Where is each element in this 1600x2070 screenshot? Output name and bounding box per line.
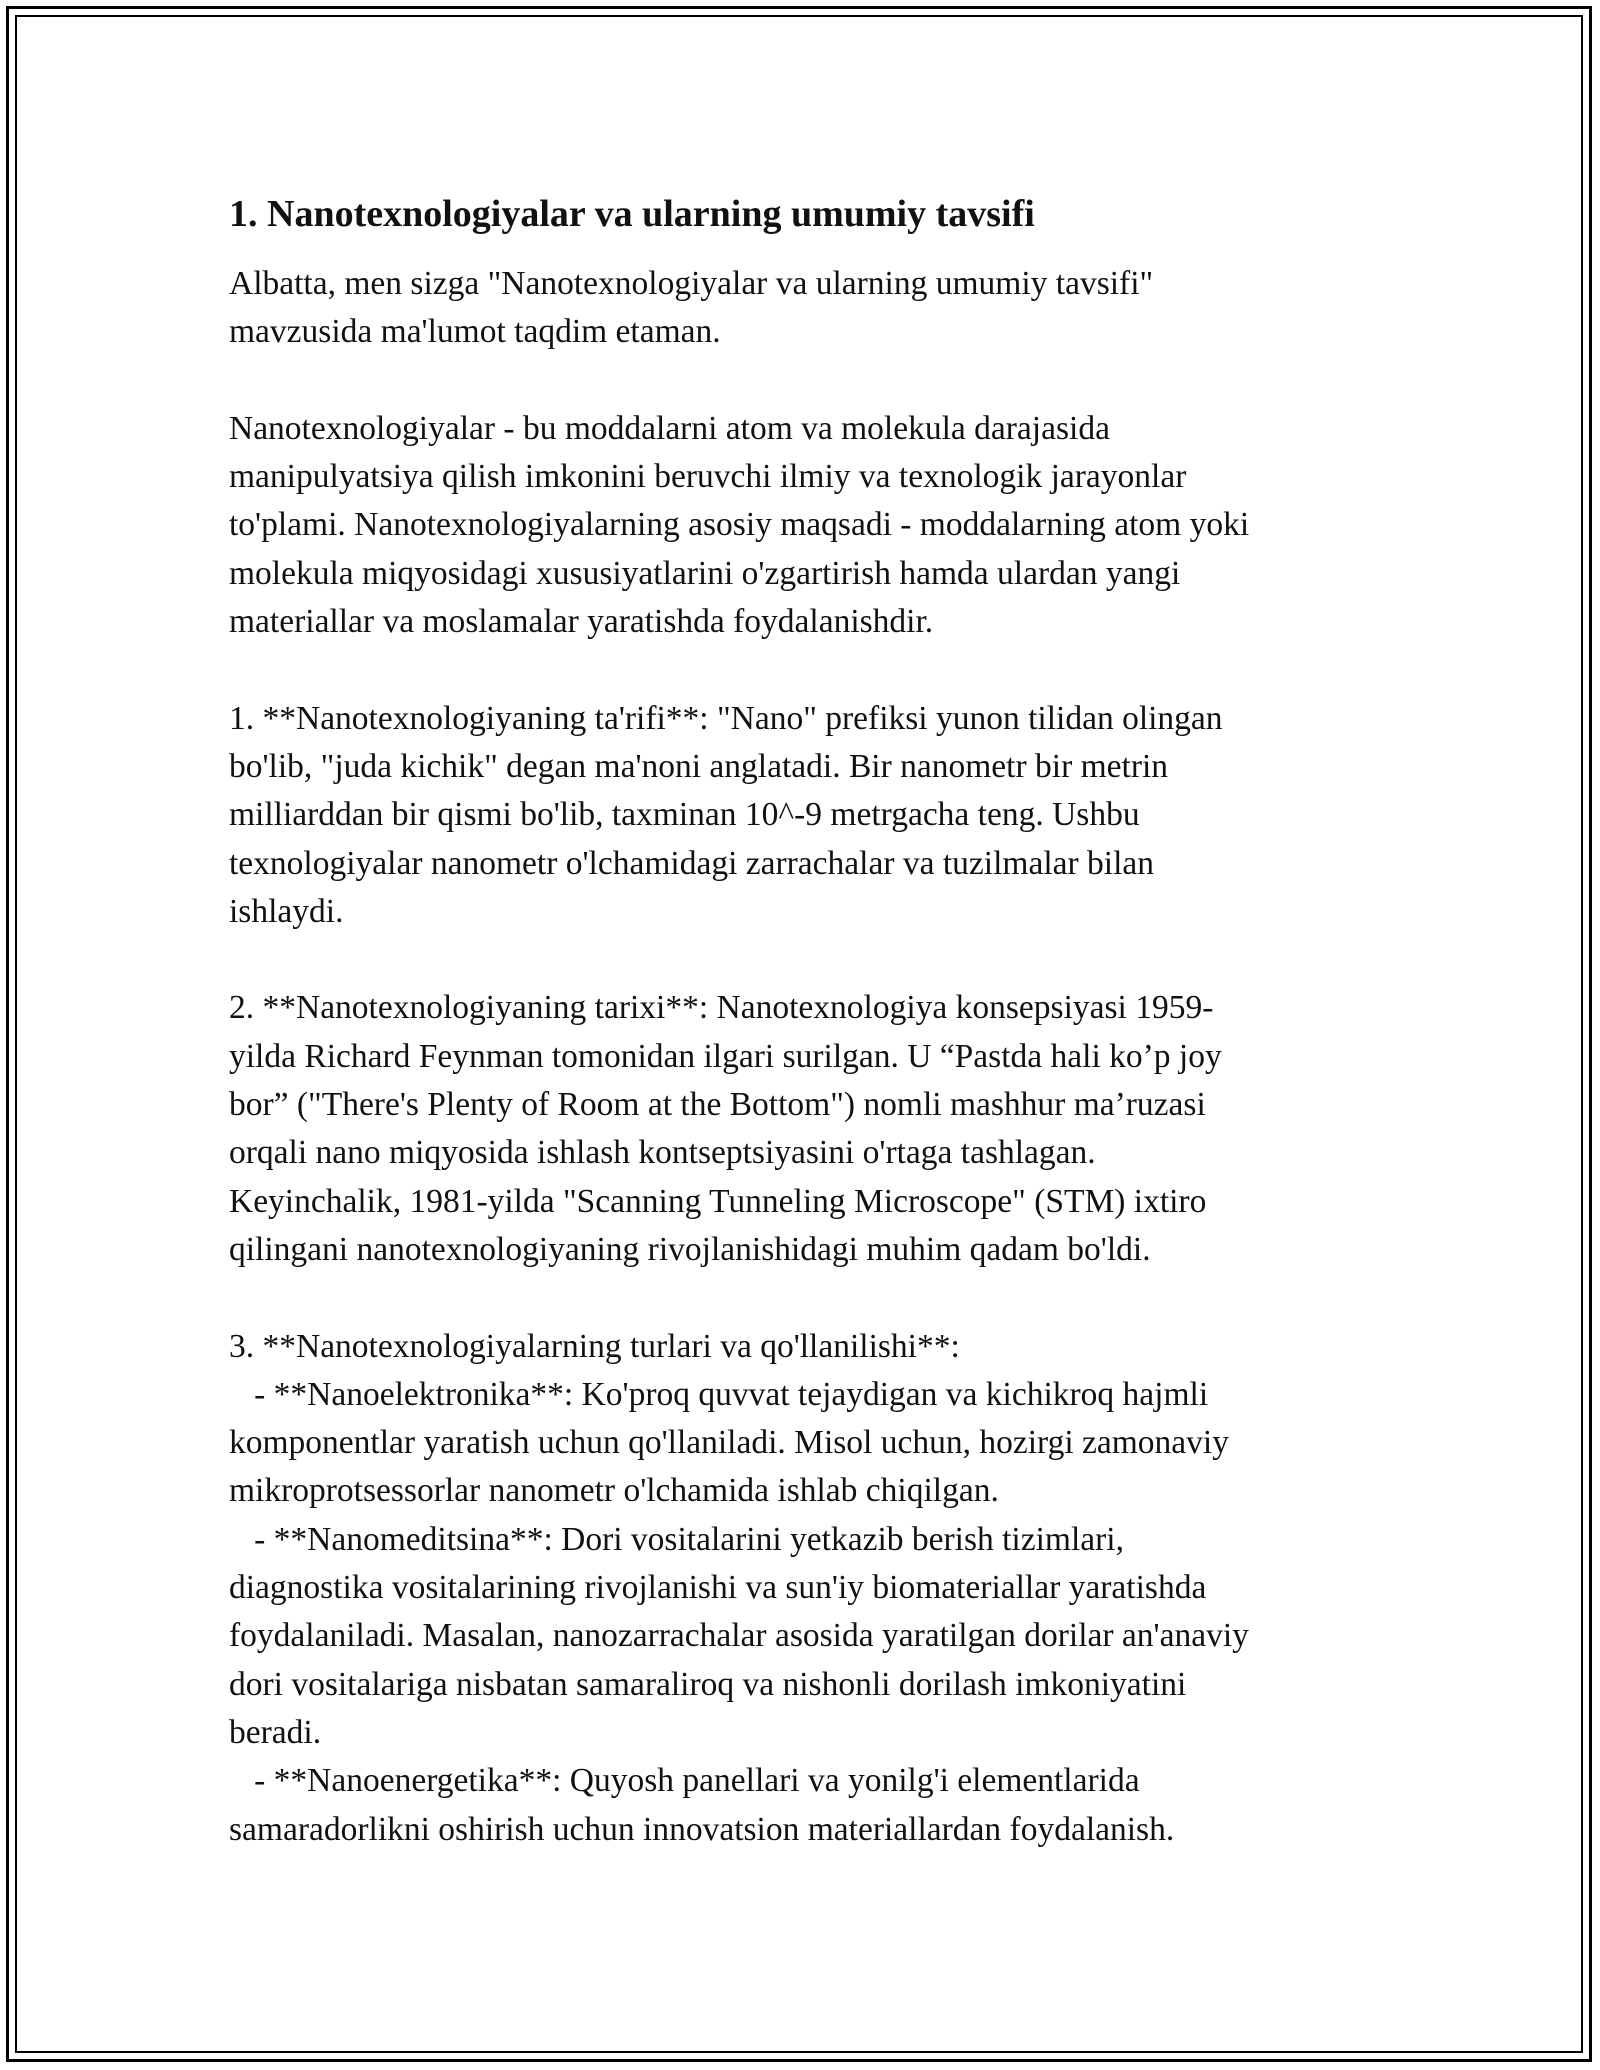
section-1-paragraph: 1. **Nanotexnologiyaning ta'rifi**: "Nano" prefiksi yunon tilidan olingan bo'lib, "juda kichik" degan ma'noni anglatadi. Bir nanometr bir metrin milliarddan bir qismi bo'lib, taxminan 10^-9 metrgacha teng. Ushbu texnologiyalar nanometr o'lchamidagi zarrachalar va tuzilmalar bilan ishlaydi. [229,699,1223,930]
section-2-paragraph: 2. **Nanotexnologiyaning tarixi**: Nanotexnologiya konsepsiyasi 1959- yilda Richard Feynman tomonidan ilgari surilgan. U “Pastda hali ko’p joy bor” ("There's Plenty of Room at the Bottom") nomli mashhur ma’ruzasi orqali nano miqyosida ishlash kontseptsiyasini o'rtaga tashlagan. Keyinchalik, 1981-yilda "Scanning Tunneling Microscope" (STM) ixtiro qilingani nanotexnologiyaning rivojlanishidagi muhim qadam bo'ldi. [229,989,1222,1268]
intro-paragraph: Albatta, men sizga "Nanotexnologiyalar va ularning umumiy tavsifi" mavzusida ma'lumot taqdim etaman. [229,265,1154,351]
definition-paragraph: Nanotexnologiyalar - bu moddalarni atom va molekula darajasida manipulyatsiya qilish imkonini beruvchi ilmiy va texnologik jarayonlar to'plami. Nanotexnologiyalarning asosiy maqsadi - moddalarning atom yoki molekula miqyosidagi xususiyatlarini o'zgartirish hamda ulardan yangi materiallar va moslamalar yaratishda foydalanishdir. [229,409,1250,641]
document-body [229,190,1379,1854]
document-title: 1. Nanotexnologiyalar va ularning umumiy tavsifi [229,193,1035,235]
section-3-paragraph: 3. **Nanotexnologiyalarning turlari va qo'llanilishi**: - **Nanoelektronika**: Ko'proq quvvat tejaydigan va kichikroq hajmli komponentlar yaratish uchun qo'llaniladi. Misol uchun, hozirgi zamonaviy mikroprotsessorlar nanometr o'lchamida ishlab chiqilgan. - **Nanomeditsina**: Dori vositalarini yetkazib berish tizimlari, diagnostika vositalarining rivojlanishi va sun'iy biomateriallar yaratishda foydalaniladi. Masalan, nanozarrachalar asosida yaratilgan dorilar an'anaviy dori vositalariga nisbatan samaraliroq va nishonli dorilash imkoniyatini beradi. - **Nanoenergetika**: Quyosh panellari va yonilg'i elementlarida samaradorlikni oshirish uchun innovatsion materiallardan foydalanish. [229,1327,1249,1848]
